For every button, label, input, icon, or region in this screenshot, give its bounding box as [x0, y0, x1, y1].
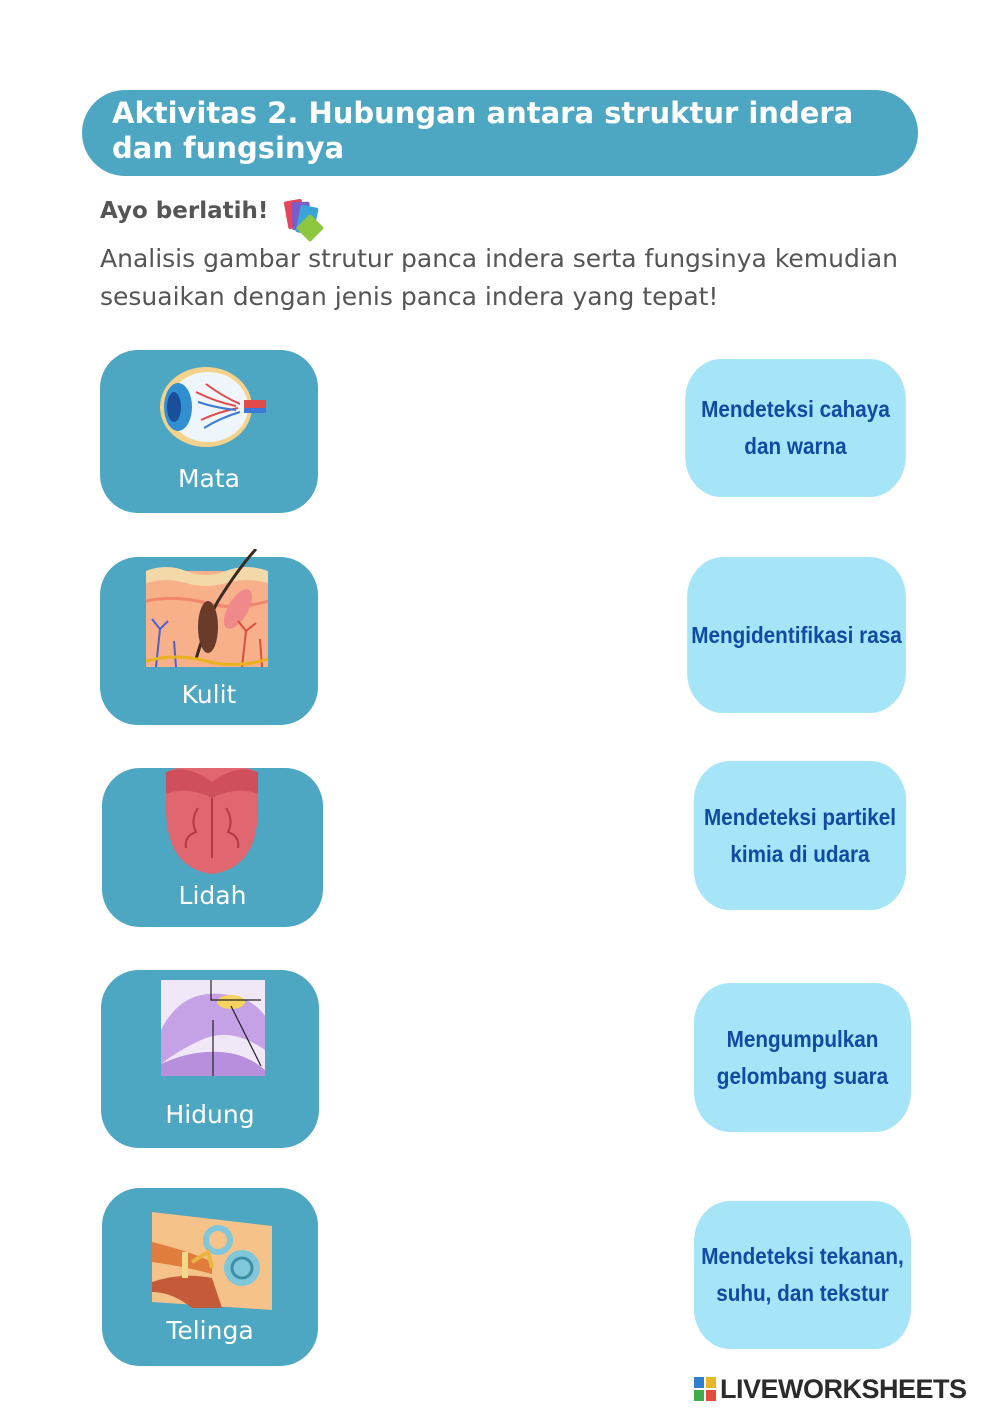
activity-title: Aktivitas 2. Hubungan antara struktur indera dan fungsinya — [112, 96, 854, 165]
organ-label: Mata — [177, 464, 240, 493]
function-text: Mengumpulkan gelombang suara — [716, 1025, 889, 1089]
organ-label: Kulit — [181, 680, 237, 709]
activity-title-banner — [82, 90, 918, 176]
function-text: Mendeteksi tekanan, suhu, dan tekstur — [701, 1243, 904, 1306]
brand-text: LIVEWORKSHEETS — [720, 1373, 967, 1404]
skin-icon — [146, 549, 270, 673]
eye-icon — [156, 362, 276, 452]
function-card[interactable] — [687, 557, 906, 713]
function-card[interactable] — [685, 359, 906, 497]
organ-card-kulit[interactable] — [100, 557, 318, 725]
function-card[interactable] — [694, 983, 911, 1132]
instruction-text: Analisis gambar strutur panca indera serta fungsinya kemudian sesuaikan dengan jenis panca indera yang tepat! — [100, 244, 898, 311]
organ-label: Telinga — [166, 1316, 254, 1345]
function-text: Mendeteksi partikel kimia di udara — [703, 803, 897, 867]
function-text: Mendeteksi cahaya dan warna — [701, 396, 890, 459]
organ-card-mata[interactable] — [100, 350, 318, 513]
liveworksheets-logo — [694, 1374, 967, 1404]
organ-label: Lidah — [178, 881, 247, 910]
nose-icon — [161, 980, 265, 1076]
organ-card-hidung[interactable] — [101, 970, 319, 1148]
organ-label: Hidung — [165, 1100, 255, 1129]
function-card[interactable] — [694, 1201, 911, 1349]
function-card[interactable] — [694, 761, 906, 910]
tongue-icon — [162, 768, 262, 878]
ear-icon — [152, 1212, 272, 1312]
function-text: Mengidentifikasi rasa — [691, 621, 902, 648]
practice-heading: Ayo berlatih! — [100, 198, 269, 224]
organ-card-lidah[interactable] — [102, 768, 323, 927]
organ-card-telinga[interactable] — [102, 1188, 318, 1366]
live-badge-icon — [694, 1377, 716, 1401]
